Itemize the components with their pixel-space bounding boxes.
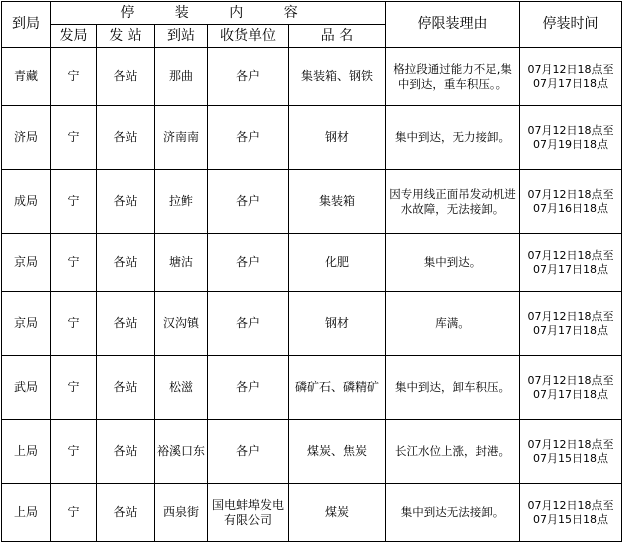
cell-goods: 集装箱、钢铁 [289, 48, 386, 106]
cell-goods: 煤炭、焦炭 [289, 420, 386, 484]
cell-consignee: 各户 [208, 48, 289, 106]
table-row [2, 420, 622, 484]
cell-to-station: 那曲 [155, 48, 208, 106]
cell-consignee: 各户 [208, 234, 289, 292]
cell-consignee: 国电蚌埠发电有限公司 [208, 484, 289, 542]
header-consignee: 收货单位 [208, 25, 289, 48]
cell-arrival-bureau: 京局 [2, 292, 51, 356]
cell-stop-time: 07月12日18点至07月19日18点 [520, 106, 622, 170]
cell-stop-time: 07月12日18点至07月17日18点 [520, 356, 622, 420]
cell-from-bureau: 宁 [51, 292, 97, 356]
cell-reason: 库满。 [386, 292, 520, 356]
cell-from-bureau: 宁 [51, 420, 97, 484]
cell-stop-time: 07月12日18点至07月15日18点 [520, 484, 622, 542]
cell-to-station: 西泉街 [155, 484, 208, 542]
cell-reason: 集中到达。 [386, 234, 520, 292]
table-row [2, 356, 622, 420]
cell-reason: 集中到达，无力接卸。 [386, 106, 520, 170]
cell-arrival-bureau: 武局 [2, 356, 51, 420]
table-row [2, 106, 622, 170]
header-to-station: 到站 [155, 25, 208, 48]
cell-from-station: 各站 [97, 48, 155, 106]
cell-stop-time: 07月12日18点至07月17日18点 [520, 48, 622, 106]
cell-from-station: 各站 [97, 484, 155, 542]
cell-consignee: 各户 [208, 170, 289, 234]
cell-from-station: 各站 [97, 356, 155, 420]
cell-to-station: 松滋 [155, 356, 208, 420]
cell-from-bureau: 宁 [51, 356, 97, 420]
cell-consignee: 各户 [208, 356, 289, 420]
cell-from-station: 各站 [97, 292, 155, 356]
cell-arrival-bureau: 上局 [2, 484, 51, 542]
cell-reason: 因专用线正面吊发动机进水故障，无法接卸。 [386, 170, 520, 234]
cell-arrival-bureau: 京局 [2, 234, 51, 292]
cell-to-station: 塘沽 [155, 234, 208, 292]
cell-arrival-bureau: 成局 [2, 170, 51, 234]
header-from-bureau: 发局 [51, 25, 97, 48]
cell-stop-time: 07月12日18点至07月17日18点 [520, 234, 622, 292]
table-row [2, 484, 622, 542]
cell-from-bureau: 宁 [51, 484, 97, 542]
cell-reason: 长江水位上涨，封港。 [386, 420, 520, 484]
cell-reason: 集中到达无法接卸。 [386, 484, 520, 542]
header-stop-content: 停 装 内 容 [51, 2, 386, 25]
header-goods: 品 名 [289, 25, 386, 48]
cell-from-station: 各站 [97, 170, 155, 234]
cell-arrival-bureau: 青藏 [2, 48, 51, 106]
header-stop-time: 停装时间 [520, 2, 622, 48]
table-row [2, 170, 622, 234]
cell-consignee: 各户 [208, 292, 289, 356]
table-row [2, 292, 622, 356]
cell-to-station: 济南南 [155, 106, 208, 170]
cell-from-bureau: 宁 [51, 106, 97, 170]
cell-arrival-bureau: 济局 [2, 106, 51, 170]
cell-reason: 集中到达，卸车积压。 [386, 356, 520, 420]
header-from-station: 发 站 [97, 25, 155, 48]
cell-goods: 集装箱 [289, 170, 386, 234]
cell-goods: 磷矿石、磷精矿 [289, 356, 386, 420]
cell-reason: 格拉段通过能力不足,集中到达，重车积压。。 [386, 48, 520, 106]
cell-consignee: 各户 [208, 106, 289, 170]
cell-goods: 煤炭 [289, 484, 386, 542]
cell-goods: 钢材 [289, 292, 386, 356]
cell-goods: 钢材 [289, 106, 386, 170]
cell-from-bureau: 宁 [51, 234, 97, 292]
cell-to-station: 裕溪口东 [155, 420, 208, 484]
cell-consignee: 各户 [208, 420, 289, 484]
table-row [2, 48, 622, 106]
cell-stop-time: 07月12日18点至07月15日18点 [520, 420, 622, 484]
cell-from-station: 各站 [97, 420, 155, 484]
cell-to-station: 汉沟镇 [155, 292, 208, 356]
cell-from-bureau: 宁 [51, 170, 97, 234]
header-reason: 停限装理由 [386, 2, 520, 48]
header-arrival-bureau: 到局 [2, 2, 51, 48]
table-row [2, 234, 622, 292]
cell-from-bureau: 宁 [51, 48, 97, 106]
cell-arrival-bureau: 上局 [2, 420, 51, 484]
cell-goods: 化肥 [289, 234, 386, 292]
loading-stop-table [1, 1, 622, 542]
cell-stop-time: 07月12日18点至07月17日18点 [520, 292, 622, 356]
cell-from-station: 各站 [97, 234, 155, 292]
cell-stop-time: 07月12日18点至07月16日18点 [520, 170, 622, 234]
cell-to-station: 拉鲊 [155, 170, 208, 234]
cell-from-station: 各站 [97, 106, 155, 170]
